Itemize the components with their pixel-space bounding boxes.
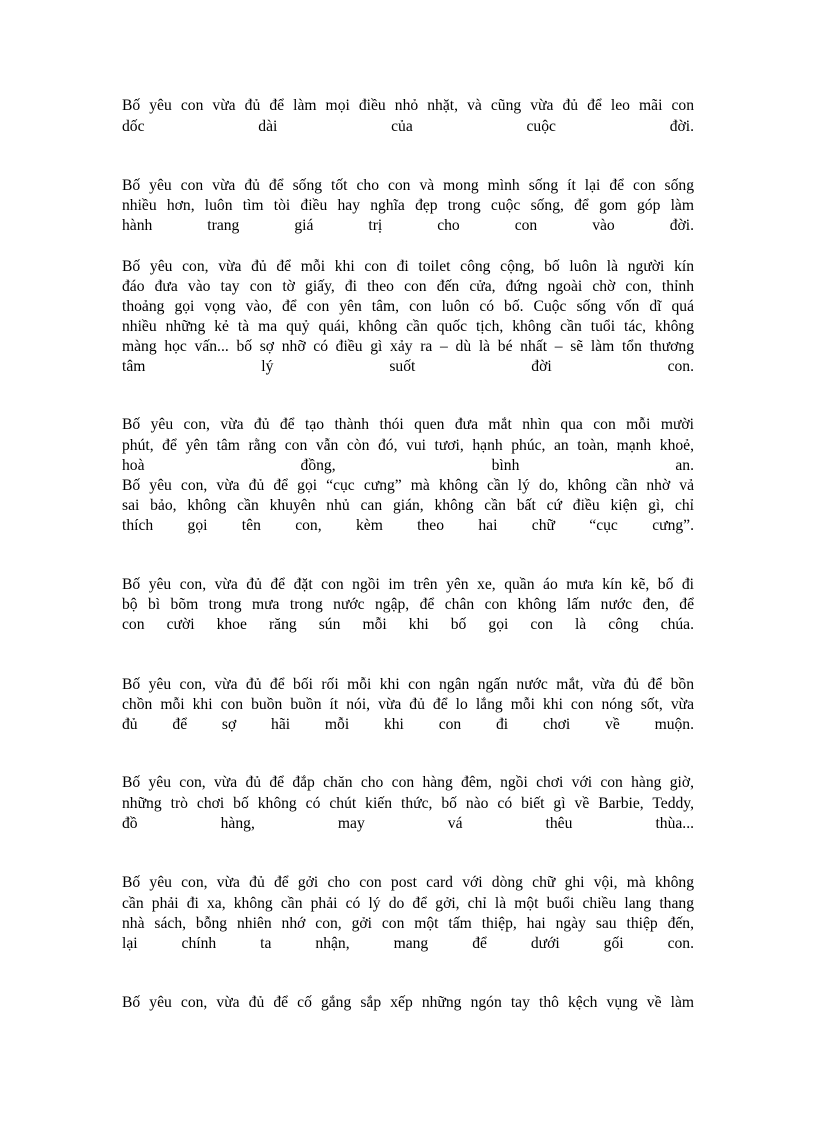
paragraph-5-line-3: con cười khoe răng sún mỗi khi bố gọi con là công chúa.	[122, 616, 694, 633]
paragraph-1-line-1: Bố yêu con vừa đủ để làm mọi điều nhỏ nhặt, và cũng vừa đủ để leo mãi con	[122, 97, 694, 114]
paragraph-2-line-1: Bố yêu con vừa đủ để sống tốt cho con và mong mình sống ít lại để con sống	[122, 177, 694, 194]
paragraph-9-line-1: Bố yêu con, vừa đủ để cố gắng sắp xếp những ngón tay thô kệch vụng về làm	[122, 994, 694, 1011]
paragraph-3-line-4: nhiều những kẻ tà ma quỷ quái, không cần quốc tịch, không cần tuổi tác, không	[122, 318, 694, 335]
paragraph-7-line-3: đồ hàng, may vá thêu thùa...	[122, 815, 694, 832]
paragraph-6-line-2: chồn mỗi khi con buồn buồn ít nói, vừa đủ để lo lắng mỗi khi con nóng sốt, vừa	[122, 696, 694, 713]
paragraph-6-line-1: Bố yêu con, vừa đủ để bối rối mỗi khi con ngân ngấn nước mắt, vừa đủ để bồn	[122, 676, 694, 693]
paragraph-7-line-1: Bố yêu con, vừa đủ để đắp chăn cho con hàng đêm, ngồi chơi với con hàng giờ,	[122, 774, 694, 791]
paragraph-5-line-2: bộ bì bõm trong mưa trong nước ngập, để chân con không lấm nước đen, để	[122, 596, 694, 613]
paragraph-8-line-4: lại chính ta nhận, mang để dưới gối con.	[122, 935, 694, 952]
paragraph-7-line-2: những trò chơi bố không có chút kiến thức, bố nào có biết gì về Barbie, Teddy,	[122, 795, 694, 812]
paragraph-8-line-1: Bố yêu con, vừa đủ để gởi cho con post card với dòng chữ ghi vội, mà không	[122, 874, 694, 891]
paragraph-4-line-1: Bố yêu con, vừa đủ để tạo thành thói quen đưa mắt nhìn qua con mỗi mười	[122, 416, 694, 433]
paragraph-4-line-4: Bố yêu con, vừa đủ để gọi “cục cưng” mà không cần lý do, không cần nhờ vả	[122, 477, 694, 494]
paragraph-2-line-2: nhiều hơn, luôn tìm tòi điều hay nghĩa đẹp trong cuộc sống, để gom góp làm	[122, 197, 694, 214]
paragraph-4-line-5: sai bảo, không cần khuyên nhủ can gián, không cần bất cứ điều kiện gì, chỉ	[122, 497, 694, 514]
paragraph-4-line-2: phút, để yên tâm rằng con vẫn còn đó, vui tươi, hạnh phúc, an toàn, mạnh khoẻ,	[122, 437, 694, 454]
paragraph-8-line-3: nhà sách, bỗng nhiên nhớ con, gởi con một tấm thiệp, hai ngày sau thiệp đến,	[122, 915, 694, 932]
paragraph-2-line-3: hành trang giá trị cho con vào đời.	[122, 217, 694, 234]
paragraph-5-line-1: Bố yêu con, vừa đủ để đặt con ngồi im trên yên xe, quần áo mưa kín kẽ, bố đi	[122, 576, 694, 593]
paragraph-3-line-5: màng học vấn... bố sợ nhỡ có điều gì xảy ra – dù là bé nhất – sẽ làm tổn thương	[122, 338, 694, 355]
paragraph-4-line-3: hoà đồng, bình an.	[122, 457, 694, 474]
paragraph-8-line-2: cần phải đi xa, không cần phải có lý do để gởi, chỉ là một buổi chiều lang thang	[122, 895, 694, 912]
paragraph-3-line-6: tâm lý suốt đời con.	[122, 358, 694, 375]
paragraph-6-line-3: đủ để sợ hãi mỗi khi con đi chơi về muộn.	[122, 716, 694, 733]
paragraph-4-line-6: thích gọi tên con, kèm theo hai chữ “cục cưng”.	[122, 517, 694, 534]
paragraph-1-line-2: dốc dài của cuộc đời.	[122, 118, 694, 135]
paragraph-3-line-2: đáo đưa vào tay con tờ giấy, đi theo con đến cửa, đứng ngoài chờ con, thỉnh	[122, 278, 694, 295]
paragraph-3-line-1: Bố yêu con, vừa đủ để mỗi khi con đi toilet công cộng, bố luôn là người kín	[122, 258, 694, 275]
paragraph-3-line-3: thoảng gọi vọng vào, để con yên tâm, con luôn có bố. Cuộc sống vốn dĩ quá	[122, 298, 694, 315]
